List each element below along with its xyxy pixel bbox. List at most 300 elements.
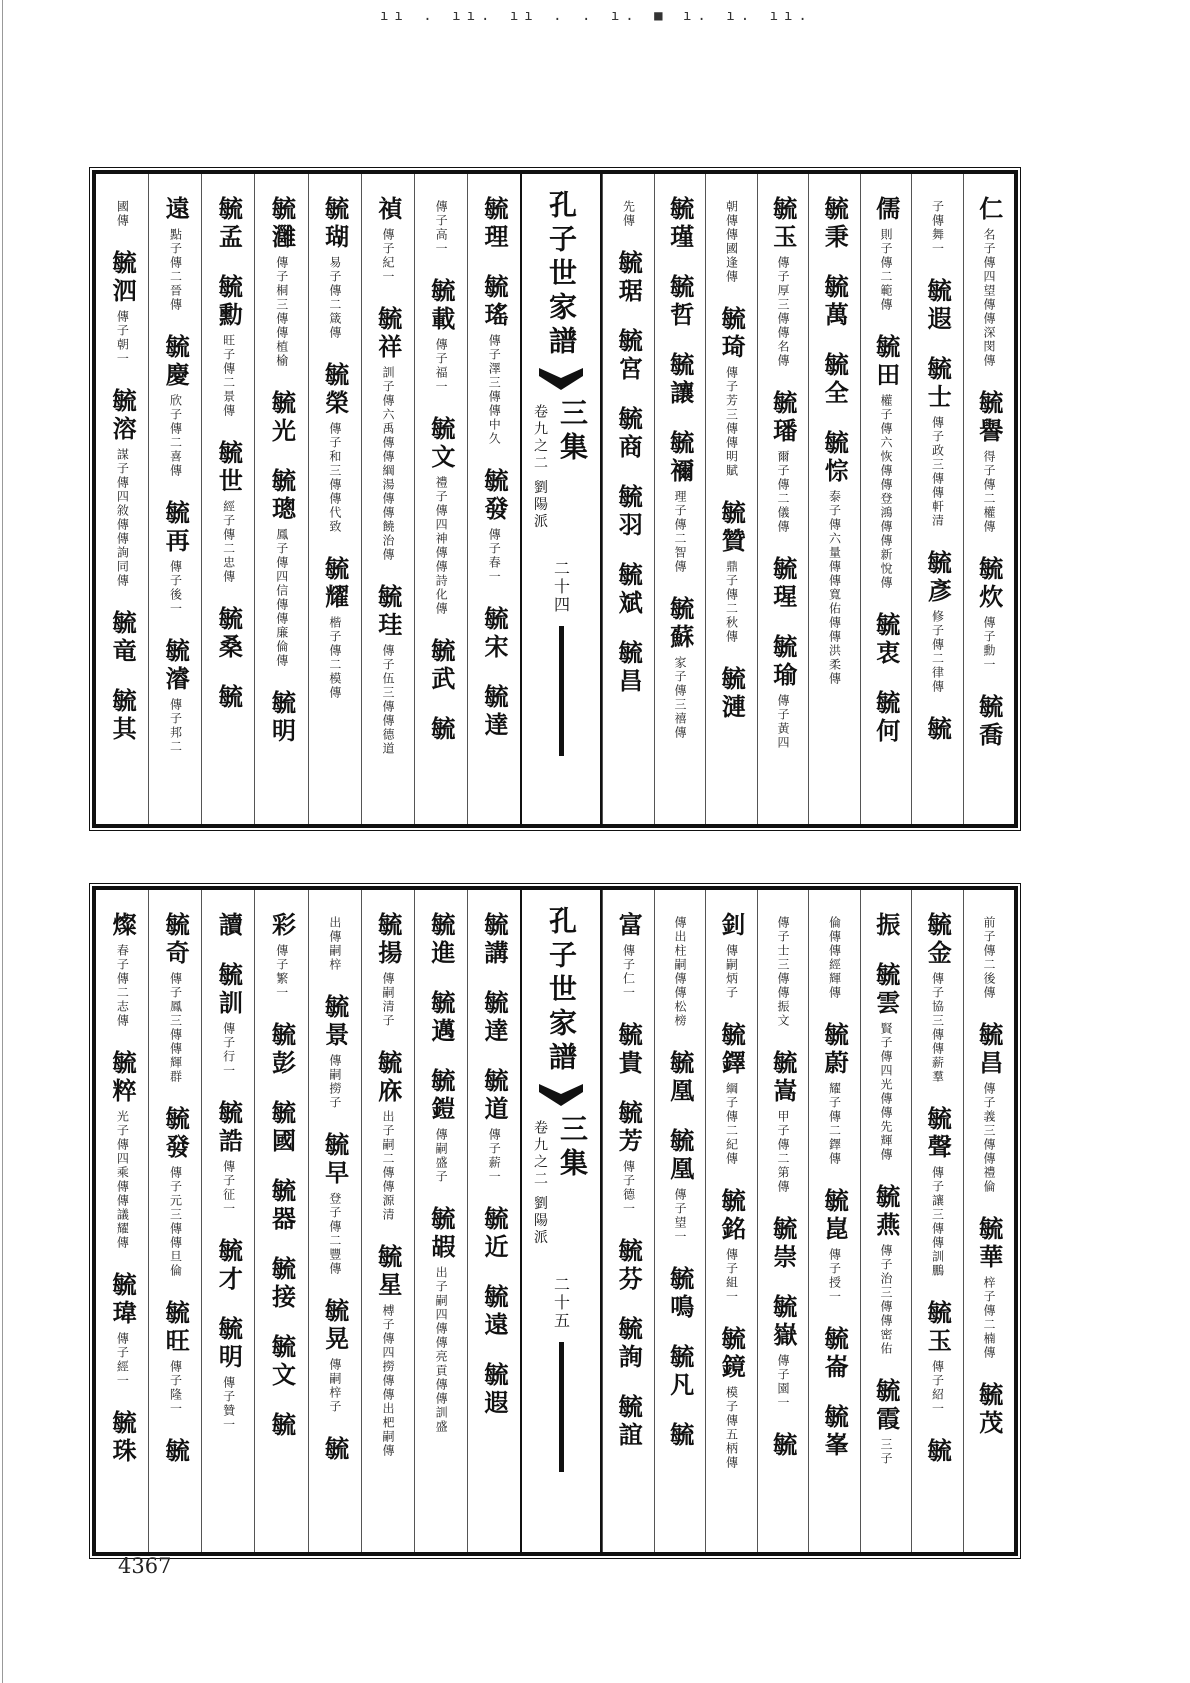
person-name: 毓近 [479, 1206, 509, 1262]
person-name: 釗 [717, 912, 747, 940]
genealogy-entry [614, 562, 644, 618]
person-name: 毓鏡 [717, 1326, 747, 1382]
person-name: 毓商 [614, 406, 644, 462]
lineage-note: 傳嗣撈子 [327, 1054, 342, 1110]
genealogy-entry [974, 1022, 1004, 1194]
lineage-note: 傳子和三傳傳代致 [327, 422, 342, 534]
lineage-note: 傳子勳一 [982, 616, 997, 672]
person-name: 毓秉 [820, 196, 850, 252]
lineage-note: 傳子朝一 [115, 310, 130, 366]
person-name: 毓奇 [161, 912, 191, 968]
person-name: 毓燕 [871, 1184, 901, 1240]
genealogy-entry [116, 196, 129, 228]
lineage-note: 爾子傳二儀傳 [776, 450, 791, 534]
genealogy-entry [320, 994, 350, 1110]
person-name: 毓 [161, 1438, 191, 1466]
person-name: 毓進 [426, 912, 456, 968]
genealogy-entry [665, 430, 695, 574]
spine-bar [559, 626, 564, 756]
lineage-note: 訓子傳六禹傳傳綱湯傳傳饒治傳 [380, 366, 395, 562]
person-name: 毓星 [373, 1244, 403, 1300]
person-name: 毓雲 [871, 962, 901, 1018]
genealogy-entry [828, 912, 841, 1000]
spine-sub [530, 1114, 592, 1246]
lineage-note: 名子傳四望傳傳深閔傳 [982, 228, 997, 368]
person-name: 毓貴 [614, 1022, 644, 1078]
genealogy-panel-lower [92, 886, 1018, 1556]
person-name: 毓 [426, 716, 456, 744]
person-name: 毓譽 [974, 390, 1004, 446]
text-column [654, 174, 706, 824]
person-name: 毓其 [108, 688, 138, 744]
lineage-note: 傳子經一 [115, 1332, 130, 1388]
text-column [96, 174, 148, 824]
person-name: 毓才 [214, 1238, 244, 1294]
person-name: 毓珪 [373, 584, 403, 640]
text-column [757, 890, 809, 1552]
lineage-note: 欣子傳二喜傳 [168, 394, 183, 478]
person-name: 毓國 [267, 1100, 297, 1156]
genealogy-entry [871, 612, 901, 668]
person-name: 毓萬 [820, 274, 850, 330]
genealogy-entry [320, 362, 350, 534]
person-name: 毓瑆 [768, 556, 798, 612]
person-name: 毓瑾 [665, 196, 695, 252]
text-column [602, 174, 654, 824]
person-name: 毓載 [426, 278, 456, 334]
genealogy-entry [320, 1436, 350, 1464]
person-name: 毓禰 [665, 430, 695, 486]
text-column [414, 174, 467, 824]
lineage-note: 傳子澤三傳傳中久 [487, 334, 502, 446]
lineage-note: 傳子隆一 [168, 1360, 183, 1416]
person-name: 毓士 [923, 356, 953, 412]
person-name: 毓蘇 [665, 596, 695, 652]
lineage-note: 傳子高一 [434, 200, 449, 256]
person-name: 毓璁 [267, 468, 297, 524]
lineage-note: 傳嗣梓子 [327, 1358, 342, 1414]
person-name: 毓嶽 [768, 1294, 798, 1350]
genealogy-entry [214, 684, 244, 712]
genealogy-entry [426, 990, 456, 1046]
genealogy-entry [108, 1050, 138, 1250]
text-column [808, 890, 860, 1552]
genealogy-entry [768, 1050, 798, 1194]
lineage-note: 傳子治三傳傳密佑 [879, 1244, 894, 1356]
person-name: 毓瑜 [768, 634, 798, 690]
genealogy-entry [717, 1188, 747, 1304]
lineage-note: 傳子行一 [221, 1022, 236, 1078]
genealogy-entry [614, 484, 644, 540]
person-name: 毓琦 [717, 306, 747, 362]
genealogy-entry [768, 1432, 798, 1460]
genealogy-entry [665, 596, 695, 740]
lineage-note: 前子傳二後傳 [982, 916, 997, 1000]
person-name: 毓崇 [768, 1216, 798, 1272]
text-column [148, 890, 201, 1552]
text-column [963, 890, 1015, 1552]
lineage-note: 綱子傳二紀傳 [724, 1082, 739, 1166]
genealogy-entry [267, 1022, 297, 1078]
lineage-note: 傳子授一 [827, 1248, 842, 1304]
genealogy-entry [320, 1298, 350, 1414]
genealogy-entry [665, 1266, 695, 1322]
genealogy-entry [820, 196, 850, 252]
genealogy-entry [108, 912, 138, 1028]
person-name: 毓遐 [479, 1362, 509, 1418]
lineage-note: 倫傳傳經輝傳 [827, 916, 842, 1000]
text-column [911, 890, 963, 1552]
person-name: 毓遐 [923, 278, 953, 334]
person-name: 毓讓 [665, 352, 695, 408]
genealogy-entry [871, 1378, 901, 1466]
page-number: 4367 [118, 1554, 172, 1578]
lineage-note: 耀子傳二鐸傳 [827, 1082, 842, 1166]
series-label: 三集 [556, 398, 589, 466]
genealogy-entry [871, 690, 901, 746]
person-name: 毓崑 [820, 1188, 850, 1244]
person-name: 毓祥 [373, 306, 403, 362]
left-page-columns [96, 174, 520, 824]
text-column [201, 174, 254, 824]
lineage-note: 國傳 [115, 200, 130, 228]
genealogy-entry [108, 610, 138, 666]
person-name: 毓發 [479, 468, 509, 524]
person-name: 禎 [373, 196, 403, 224]
genealogy-entry [479, 1284, 509, 1340]
genealogy-entry [161, 1106, 191, 1278]
person-name: 毓華 [974, 1216, 1004, 1272]
text-column [602, 890, 654, 1552]
person-name: 毓宮 [614, 328, 644, 384]
person-name: 毓芬 [614, 1238, 644, 1294]
genealogy-entry [479, 196, 509, 252]
genealogy-entry [871, 334, 901, 590]
text-column [911, 174, 963, 824]
text-column [757, 174, 809, 824]
person-name: 毓明 [214, 1316, 244, 1372]
person-name: 毓彥 [923, 550, 953, 606]
person-name: 毓光 [267, 390, 297, 446]
lineage-note: 易子傳二箴傳 [327, 256, 342, 340]
lineage-note: 傳子仁一 [621, 944, 636, 1000]
lineage-note: 先傳 [621, 200, 636, 228]
text-column [808, 174, 860, 824]
text-column [860, 890, 912, 1552]
person-name: 毓鳴 [665, 1266, 695, 1322]
genealogy-entry [665, 1344, 695, 1400]
person-name: 毓哲 [665, 274, 695, 330]
person-name: 毓羽 [614, 484, 644, 540]
genealogy-entry [717, 500, 747, 644]
person-name: 毓鐸 [717, 1022, 747, 1078]
person-name: 毓玉 [768, 196, 798, 252]
genealogy-entry [267, 196, 297, 368]
genealogy-entry [665, 1128, 695, 1244]
lineage-note: 傳子園一 [776, 1354, 791, 1410]
person-name: 毓玉 [923, 1300, 953, 1356]
person-name: 毓琚 [614, 250, 644, 306]
genealogy-entry [479, 468, 509, 584]
genealogy-entry [426, 1206, 456, 1434]
lineage-note: 傳子德一 [621, 1160, 636, 1216]
genealogy-entry [108, 688, 138, 744]
lineage-note: 修子傳二律傳 [930, 610, 945, 694]
text-column [361, 890, 414, 1552]
text-column [254, 890, 307, 1552]
genealogy-entry [614, 640, 644, 696]
person-name: 毓霞 [871, 1378, 901, 1434]
person-name: 毓耀 [320, 556, 350, 612]
person-name: 毓景 [320, 994, 350, 1050]
person-name: 毓文 [267, 1334, 297, 1390]
lineage-note: 甲子傳二第傳 [776, 1110, 791, 1194]
genealogy-entry [923, 1300, 953, 1416]
person-name: 毓凰 [665, 1128, 695, 1184]
genealogy-entry [214, 1316, 244, 1432]
genealogy-entry [373, 196, 403, 284]
genealogy-entry [768, 196, 798, 368]
genealogy-entry [214, 962, 244, 1078]
person-name: 毓凡 [665, 1344, 695, 1400]
lineage-note: 理子傳二智傳 [673, 490, 688, 574]
right-page-columns [602, 174, 1014, 824]
person-name: 毓遠 [479, 1284, 509, 1340]
genealogy-entry [974, 1216, 1004, 1360]
genealogy-entry [373, 1244, 403, 1458]
genealogy-entry [267, 912, 297, 1000]
genealogy-entry [479, 990, 509, 1046]
person-name: 毓粹 [108, 1050, 138, 1106]
person-name: 遠 [161, 196, 191, 224]
genealogy-entry [776, 912, 789, 1028]
text-column [308, 174, 361, 824]
person-name: 毓達 [479, 684, 509, 740]
genealogy-entry [665, 274, 695, 330]
person-name: 毓濬 [161, 638, 191, 694]
lineage-note: 謀子傳四敘傳傳詢同傳 [115, 448, 130, 588]
genealogy-entry [108, 1410, 138, 1466]
lineage-note: 傳子元三傳傳旦倫 [168, 1166, 183, 1278]
genealogy-entry [717, 1022, 747, 1166]
lineage-note: 禮子傳四神傳傳詩化傳 [434, 476, 449, 616]
genealogy-entry [267, 1100, 297, 1156]
text-column [414, 890, 467, 1552]
genealogy-entry [267, 1178, 297, 1234]
genealogy-entry [426, 912, 456, 968]
person-name: 毓早 [320, 1132, 350, 1188]
person-name: 毓詢 [614, 1316, 644, 1372]
person-name: 毓慶 [161, 334, 191, 390]
genealogy-entry [871, 196, 901, 312]
lineage-note: 傳嗣盛子 [434, 1128, 449, 1184]
genealogy-entry [267, 1412, 297, 1440]
person-name: 毓昌 [974, 1022, 1004, 1078]
text-column [96, 890, 148, 1552]
person-name: 毓漣 [717, 666, 747, 722]
genealogy-entry [479, 274, 509, 446]
genealogy-entry [328, 912, 341, 972]
text-column [860, 174, 912, 824]
person-name: 毓宋 [479, 606, 509, 662]
genealogy-entry [479, 1206, 509, 1262]
genealogy-entry [267, 468, 297, 668]
person-name: 毓全 [820, 352, 850, 408]
lineage-note: 傳子紀一 [380, 228, 395, 284]
genealogy-entry [267, 1256, 297, 1312]
person-name: 毓世 [214, 440, 244, 496]
text-column [148, 174, 201, 824]
lineage-note: 傳子組一 [724, 1248, 739, 1304]
genealogy-entry [614, 328, 644, 384]
genealogy-entry [267, 690, 297, 746]
person-name: 毓銘 [717, 1188, 747, 1244]
genealogy-entry [479, 912, 509, 968]
folio-number: 二十四 [551, 560, 571, 615]
genealogy-entry [673, 912, 686, 1028]
text-column [361, 174, 414, 824]
lineage-note: 傳子黃四 [776, 694, 791, 750]
genealogy-entry [923, 1438, 953, 1466]
genealogy-entry [871, 962, 901, 1162]
genealogy-entry [974, 1382, 1004, 1438]
person-name: 毓桑 [214, 606, 244, 662]
person-name: 毓道 [479, 1068, 509, 1124]
person-name: 讀 [214, 912, 244, 940]
person-name: 毓喬 [974, 694, 1004, 750]
top-scan-mark: ıı . ıı. ıı . . ı. ■ ı. ı. ıı. [380, 8, 813, 22]
genealogy-entry [161, 1300, 191, 1416]
person-name: 毓 [214, 684, 244, 712]
genealogy-entry [108, 250, 138, 366]
lineage-note: 出子嗣二傳傳源清 [380, 1110, 395, 1222]
lineage-note: 傳子士三傳傳振文 [776, 916, 791, 1028]
lineage-note: 傳子桐三傳傳植榆 [274, 256, 289, 368]
lineage-note: 傳子紹一 [930, 1360, 945, 1416]
person-name: 毓孟 [214, 196, 244, 252]
lineage-note: 傳子政三傳傳軒清 [930, 416, 945, 528]
genealogy-entry [214, 1238, 244, 1294]
genealogy-entry [820, 352, 850, 408]
genealogy-entry [373, 306, 403, 562]
lineage-note: 子傳舞一 [930, 200, 945, 256]
text-column [467, 890, 520, 1552]
person-name: 毓邁 [426, 990, 456, 1046]
person-name: 毓峯 [820, 1404, 850, 1460]
person-name: 毓 [665, 1422, 695, 1450]
genealogy-entry [614, 1022, 644, 1078]
genealogy-entry [614, 1316, 644, 1372]
person-name: 富 [614, 912, 644, 940]
genealogy-entry [320, 556, 350, 700]
genealogy-entry [373, 1050, 403, 1222]
genealogy-entry [717, 306, 747, 478]
lineage-note: 梓子傳二楠傳 [982, 1276, 997, 1360]
genealogy-entry [923, 356, 953, 528]
person-name: 毓器 [267, 1178, 297, 1234]
person-name: 毓發 [161, 1106, 191, 1162]
genealogy-entry [373, 912, 403, 1028]
genealogy-entry [931, 196, 944, 256]
person-name: 毓珠 [108, 1410, 138, 1466]
genealogy-entry [974, 556, 1004, 672]
genealogy-entry [267, 1334, 297, 1390]
person-name: 毓瑋 [108, 1272, 138, 1328]
lineage-note: 模子傳五柄傳 [724, 1386, 739, 1470]
person-name: 毓鎧 [426, 1068, 456, 1124]
person-name: 毓達 [479, 990, 509, 1046]
genealogy-entry [820, 1404, 850, 1460]
person-name: 毓灉 [267, 196, 297, 252]
lineage-note: 權子傳六恢傳傳登鴻傳傳新悅傳 [879, 394, 894, 590]
center-spine [520, 890, 602, 1552]
genealogy-entry [982, 912, 995, 1000]
genealogy-entry [923, 550, 953, 694]
lineage-note: 傳嗣清子 [380, 972, 395, 1028]
genealogy-entry [923, 278, 953, 334]
genealogy-entry [768, 390, 798, 534]
lineage-note: 旺子傳二景傳 [221, 334, 236, 418]
genealogy-entry [871, 1184, 901, 1356]
genealogy-entry [108, 1272, 138, 1388]
person-name: 毓凰 [665, 1050, 695, 1106]
person-name: 毓榮 [320, 362, 350, 418]
person-name: 毓崙 [820, 1326, 850, 1382]
person-name: 毓揚 [373, 912, 403, 968]
person-name: 毓瑚 [320, 196, 350, 252]
person-name: 毓 [923, 1438, 953, 1466]
genealogy-entry [614, 1100, 644, 1216]
person-name: 毓理 [479, 196, 509, 252]
genealogy-entry [161, 1438, 191, 1466]
genealogy-entry [479, 1068, 509, 1184]
person-name: 毓誥 [214, 1100, 244, 1156]
genealogy-entry [820, 1022, 850, 1166]
person-name: 毓再 [161, 500, 191, 556]
left-page-columns [96, 890, 520, 1552]
genealogy-entry [320, 196, 350, 340]
genealogy-entry [435, 196, 448, 256]
lineage-note: 出傳嗣梓 [327, 916, 342, 972]
genealogy-entry [426, 416, 456, 616]
genealogy-entry [923, 1106, 953, 1278]
person-name: 毓 [320, 1436, 350, 1464]
genealogy-entry [717, 912, 747, 1000]
right-page-columns [602, 890, 1014, 1552]
genealogy-entry [614, 1394, 644, 1450]
person-name: 毓文 [426, 416, 456, 472]
lineage-note: 出子嗣四傳傳亮貢傳傳訓盛 [434, 1266, 449, 1434]
lineage-note: 傳子繁一 [274, 944, 289, 1000]
genealogy-entry [820, 1188, 850, 1304]
genealogy-entry [665, 1050, 695, 1106]
genealogy-entry [614, 1238, 644, 1294]
genealogy-entry [214, 196, 244, 252]
lineage-note: 鼎子傳二秋傳 [724, 560, 739, 644]
genealogy-entry [820, 274, 850, 330]
lineage-note: 傳子後一 [168, 560, 183, 616]
genealogy-entry [426, 278, 456, 394]
person-name: 毓聲 [923, 1106, 953, 1162]
person-name: 毓 [923, 716, 953, 744]
lineage-note: 傳子薪一 [487, 1128, 502, 1184]
genealogy-entry [871, 912, 901, 940]
text-column [467, 174, 520, 824]
genealogy-entry [923, 716, 953, 744]
genealogy-entry [320, 1132, 350, 1276]
lineage-note: 賢子傳四光傳傳先輝傳 [879, 1022, 894, 1162]
genealogy-entry [768, 556, 798, 612]
